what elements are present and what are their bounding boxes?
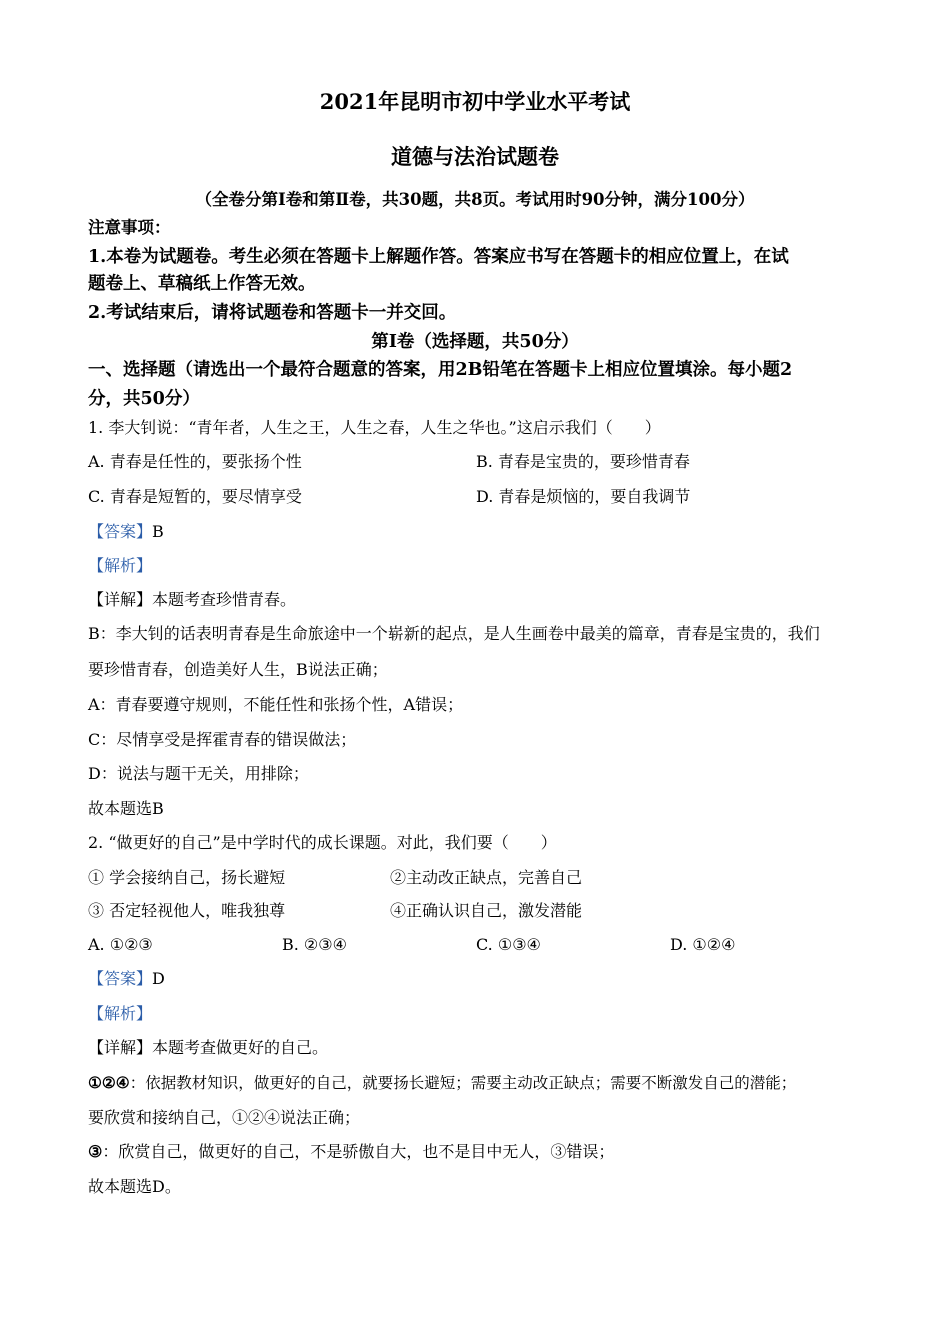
q2-explanation-2-label: ③ <box>88 1142 103 1161</box>
q2-conclusion: 故本题选D。 <box>88 1177 181 1196</box>
exam-title: 2021年昆明市初中学业水平考试 <box>319 89 631 114</box>
q2-item-2: ②主动改正缺点，完善自己 <box>390 868 583 887</box>
q1-explanation-3: C：尽情享受是挥霍青春的错误做法； <box>88 730 357 749</box>
q2-item-3: ③ 否定轻视他人，唯我独尊 <box>88 901 286 920</box>
q1-stem: 1. 李大钊说：“青年者，人生之王，人生之春，人生之华也。”这启示我们（ ） <box>88 418 661 437</box>
q2-answer-tag: 【答案】 <box>88 969 153 988</box>
q1-answer-row <box>88 522 164 542</box>
q1-conclusion: 故本题选B <box>88 799 164 818</box>
q2-explanation-1-line-2: 要欣赏和接纳自己，①②④说法正确； <box>88 1108 361 1127</box>
q2-detail-row <box>88 1038 328 1058</box>
part-heading-line-2: 分，共50分） <box>88 389 200 409</box>
notice-item-2: 2.考试结束后，请将试题卷和答题卡一并交回。 <box>88 303 457 323</box>
q1-answer-tag: 【答案】 <box>88 522 153 541</box>
notice-item-1-line-2: 题卷上、草稿纸上作答无效。 <box>88 274 316 294</box>
q1-analysis-tag: 【解析】 <box>88 556 153 575</box>
q1-option-b: B. 青春是宝贵的，要珍惜青春 <box>476 452 690 471</box>
notice-heading: 注意事项： <box>88 218 171 237</box>
q1-explanation-2: A：青春要遵守规则，不能任性和张扬个性，A错误； <box>88 695 464 714</box>
q2-analysis-tag: 【解析】 <box>88 1004 153 1023</box>
q2-stem: 2. “做更好的自己”是中学时代的成长课题。对此，我们要（ ） <box>88 833 557 852</box>
q2-item-4: ④正确认识自己，激发潜能 <box>390 901 583 920</box>
q1-detail: 本题考查珍惜青春。 <box>152 590 297 609</box>
q2-explanation-1-line-1 <box>88 1073 796 1093</box>
exam-info: （全卷分第Ⅰ卷和第Ⅱ卷，共30题，共8页。考试用时90分钟，满分100分） <box>195 190 755 209</box>
q2-answer: D <box>152 969 165 988</box>
q1-explanation-1-line-1: B：李大钊的话表明青春是生命旅途中一个崭新的起点，是人生画卷中最美的篇章，青春是宝贵的，我们 <box>88 624 820 643</box>
notice-item-1-line-1: 1.本卷为试题卷。考生必须在答题卡上解题作答。答案应书写在答题卡的相应位置上，在试 <box>88 247 789 267</box>
q2-detail: 本题考查做更好的自己。 <box>152 1038 329 1057</box>
part-heading-line-1: 一、选择题（请选出一个最符合题意的答案，用2B铅笔在答题卡上相应位置填涂。每小题2 <box>88 360 793 380</box>
q2-item-1: ① 学会接纳自己，扬长避短 <box>88 868 286 887</box>
q1-option-a: A. 青春是任性的，要张扬个性 <box>88 452 302 471</box>
q1-explanation-4: D：说法与题干无关，用排除； <box>88 764 309 783</box>
q1-detail-tag: 【详解】 <box>88 590 153 609</box>
q1-explanation-1-line-2: 要珍惜青春，创造美好人生，B说法正确； <box>88 660 388 679</box>
q2-explanation-1-label: ①②④ <box>88 1073 130 1092</box>
q2-option-c: C. ①③④ <box>476 935 541 954</box>
q2-option-a: A. ①②③ <box>88 935 153 954</box>
q2-explanation-2-text: ：欣赏自己，做更好的自己，不是骄傲自大，也不是目中无人，③错误； <box>102 1142 615 1161</box>
q2-explanation-1-text: ：依据教材知识，做更好的自己，就要扬长避短；需要主动改正缺点；需要不断激发自己的潜能； <box>129 1074 797 1092</box>
volume-heading: 第Ⅰ卷（选择题，共50分） <box>371 332 579 352</box>
q2-detail-tag: 【详解】 <box>88 1038 153 1057</box>
q1-option-d: D. 青春是烦恼的，要自我调节 <box>476 487 691 506</box>
q2-answer-row <box>88 969 165 989</box>
q2-explanation-2 <box>88 1142 614 1162</box>
q1-detail-row <box>88 590 296 610</box>
q2-option-d: D. ①②④ <box>670 935 736 954</box>
q1-answer: B <box>152 522 164 541</box>
exam-subtitle: 道德与法治试题卷 <box>391 144 559 169</box>
q2-option-b: B. ②③④ <box>282 935 347 954</box>
q1-option-c: C. 青春是短暂的，要尽情享受 <box>88 487 302 506</box>
